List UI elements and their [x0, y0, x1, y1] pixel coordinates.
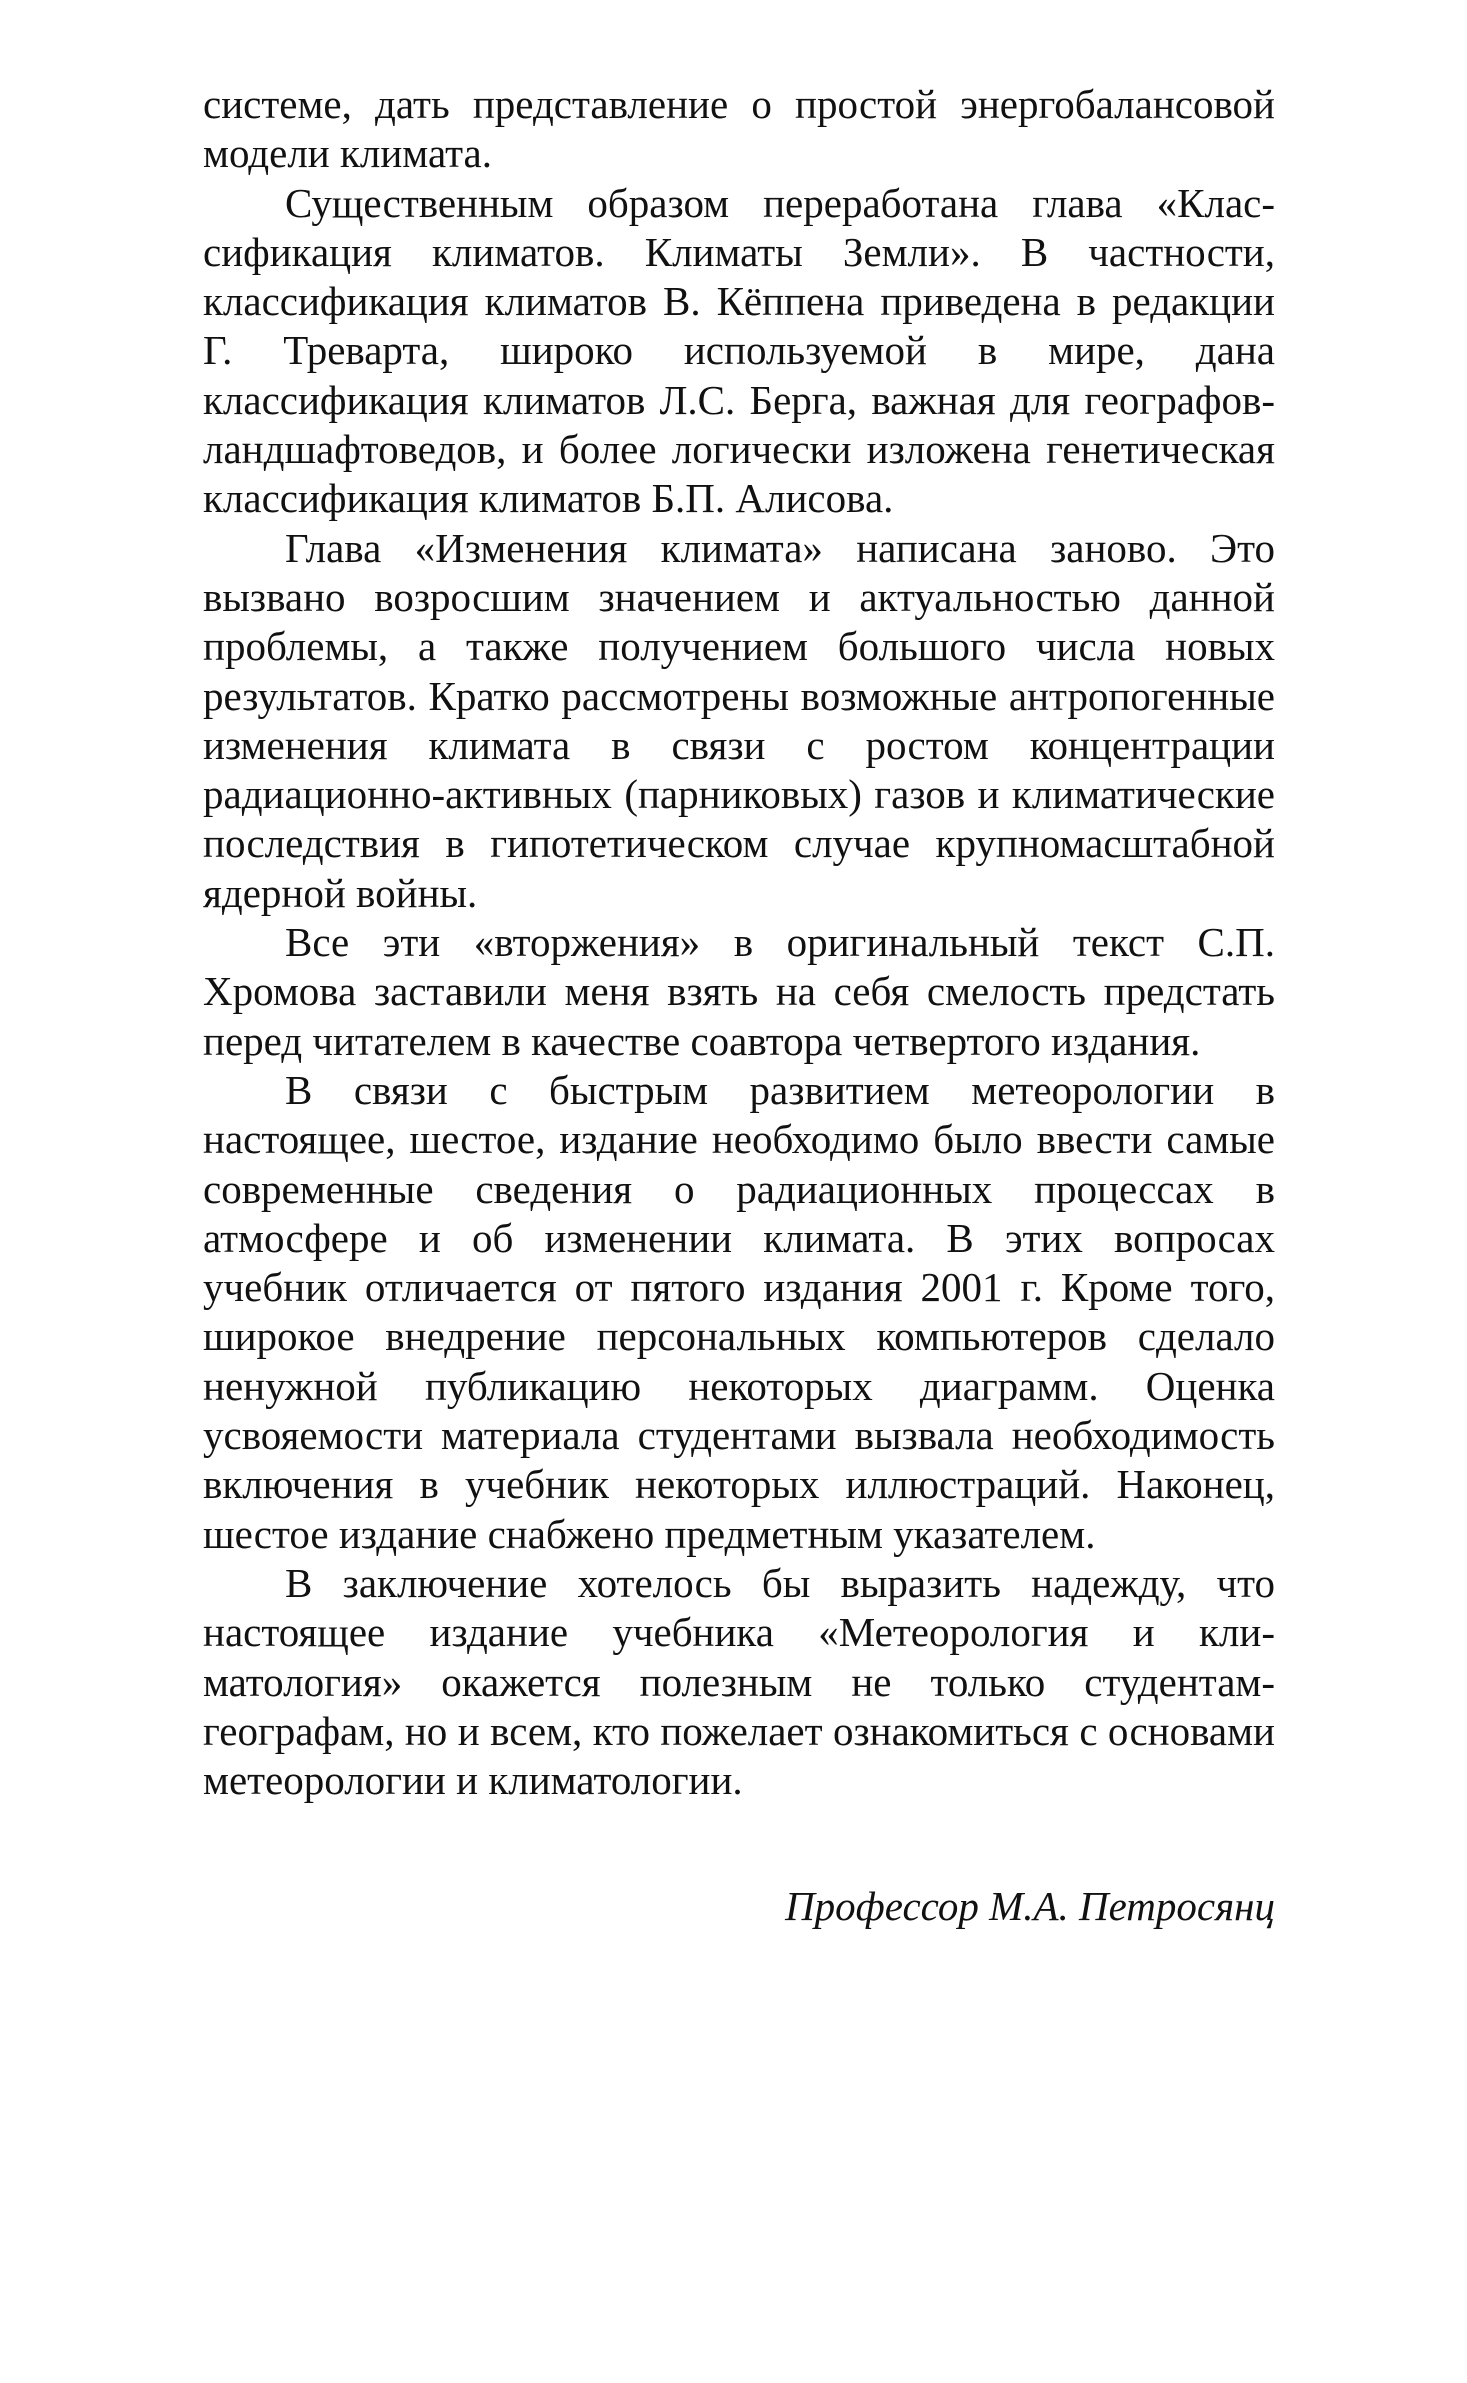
- paragraph-coauthor: Все эти «вторжения» в оригинальный текст С.П. Хромова заставили меня взять на себя смелость предстать перед читателем в качестве соавтора четвертого издания.: [203, 919, 1275, 1064]
- paragraph-conclusion: В заключение хотелось бы выразить надежду, что настоящее издание учебника «Метеорология и климатология» окажется полезным не только студентам-географам, но и всем, кто пожелает ознакомиться с основами метеорологии и климатологии.: [203, 1559, 1275, 1804]
- author-signature: Профессор М.А. Петросянц: [785, 1883, 1275, 1929]
- paragraph-sixth-edition: В связи с быстрым развитием метеорологии в настоящее, шестое, издание необходимо было ввести самые современные сведения о радиационных процессах в атмосфере и об изменении климата. В этих вопросах учебник отличается от пятого издания 2001 г. Кроме того, широкое внедрение персональных компьютеров сделало ненужной публикацию некоторых диаграмм. Оценка усвояемости материала студентами вызвала необходимость включения в учебник некоторых иллюстраций. Наконец, шестое издание снабжено предметным указателем.: [203, 1066, 1275, 1557]
- document-body: [203, 80, 1275, 1805]
- paragraph-climate-classification: Существенным образом переработана глава «Классификация климатов. Климаты Земли». В частности, классификация климатов В. Кёппена приведена в редакции Г. Треварта, широко используемой в мире, дана классификация климатов Л.С. Берга, важная для географов-ландшафтоведов, и более логически изложена генетическая классификация климатов Б.П. Алисова.: [203, 179, 1275, 522]
- paragraph-climate-change: Глава «Изменения климата» написана заново. Это вызвано возросшим значением и актуальностью данной проблемы, а также получением большого числа новых результатов. Кратко рассмотрены возможные антропогенные изменения климата в связи с ростом концентрации радиационно-активных (парниковых) газов и климатические последствия в гипотетическом случае крупномасштабной ядерной войны.: [203, 524, 1275, 916]
- paragraph-continuation: системе, дать представление о простой энергобалансовой модели климата.: [203, 81, 1275, 177]
